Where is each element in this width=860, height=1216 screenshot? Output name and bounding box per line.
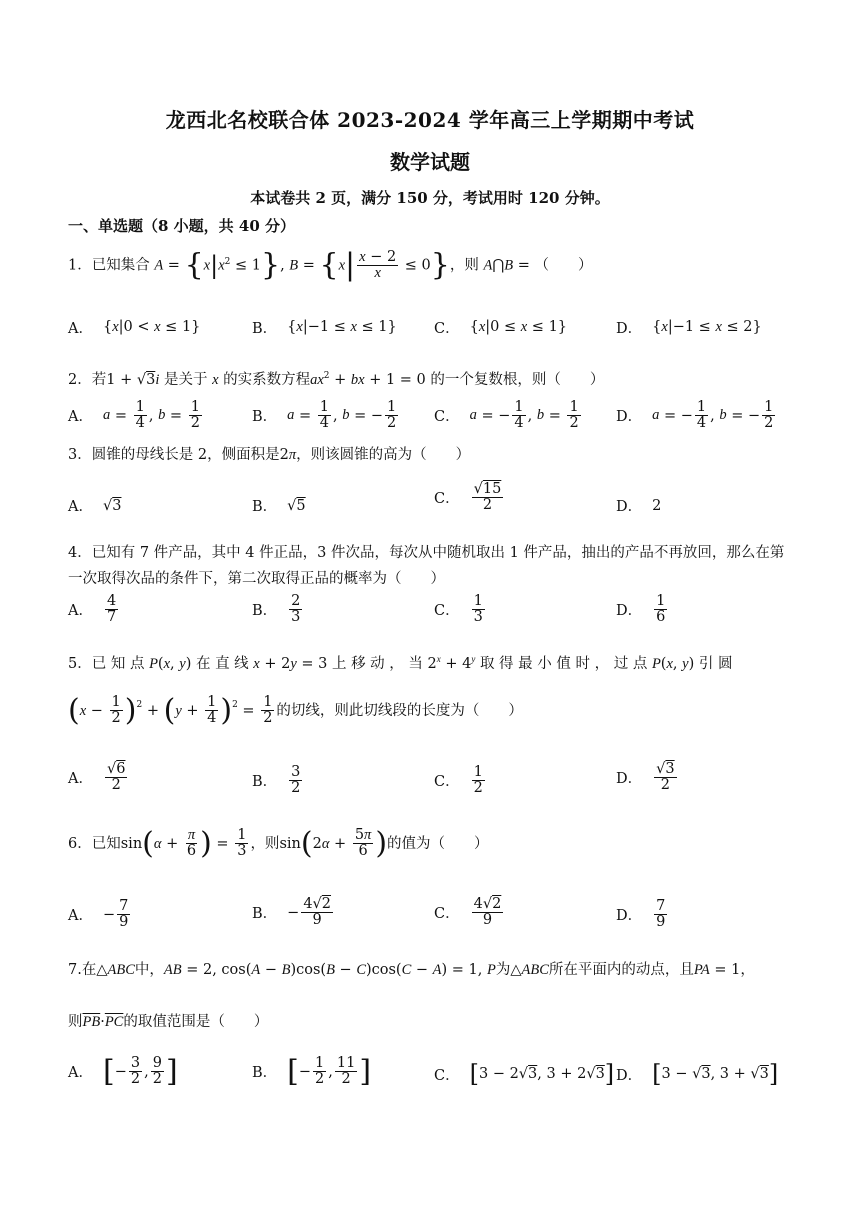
q6-option-c: C． $\frac{4√2}{9}$ — [434, 896, 502, 929]
section-title: 一、单选题（8 小题，共 40 分） — [68, 217, 295, 235]
q3-option-a: A． √3 — [68, 497, 122, 515]
q4-option-d: D． $\frac{1}{6}$ — [616, 593, 666, 626]
q7-option-d: D． [ 3 − √ 3 , 3 + √ 3 ] — [616, 1060, 779, 1088]
q5-option-a: A． $\frac{√6}{2}$ — [68, 761, 126, 794]
q3-option-c: C． $\frac{√15}{2}$ — [434, 481, 502, 514]
q3-option-d: D． 2 — [616, 497, 662, 515]
q2-option-b: B． a = $\frac{1}{4}$ , b = − $\frac{1}{2}$ — [252, 399, 397, 432]
q1-option-c: C． {x|0 ≤ x ≤ 1} — [434, 319, 568, 337]
question-7: 7.在△ABC中，AB = 2, cos(A − B)cos(B − C)cos(C − A) = 1, P为△ABC所在平面内的动点，且PA = 1， — [68, 962, 755, 978]
q6-option-b: B． − $\frac{4√2}{9}$ — [252, 896, 332, 929]
q6-option-d: D． $\frac{7}{9}$ — [616, 898, 666, 931]
q2-option-d: D． a = − $\frac{1}{4}$ , b = − $\frac{1}{2}$ — [616, 399, 774, 432]
question-6: 6． 已知 sin ( α + $\frac{\pi}{6}$ ) = $\frac{1}{3}$ ，则 sin ( 2 α + $\frac{5\pi}{6}$ ) 的值为 （ ） — [68, 825, 489, 861]
q1-option-a: A． {x|0 < x ≤ 1} — [68, 319, 201, 337]
exam-subtitle: 数学试题 — [390, 150, 470, 174]
q7-option-b: B． [ − $\frac{1}{2}$ , $\frac{11}{2}$ ] — [252, 1053, 372, 1089]
q2-option-a: A． a = $\frac{1}{4}$ , b = $\frac{1}{2}$ — [68, 399, 200, 432]
q4-option-b: B． $\frac{2}{3}$ — [252, 593, 301, 626]
q5-option-b: B． $\frac{3}{2}$ — [252, 764, 301, 797]
q6-option-a: A． − $\frac{7}{9}$ — [68, 898, 129, 931]
question-1: 1．已知集合 $A = \{x|x^2 \le 1\}$, B = {x| $\frac{x - 2}{x}$ ≤ 0}，则 A⋂B = （ ） — [68, 247, 593, 283]
q2-option-c: C． a = − $\frac{1}{4}$ , b = $\frac{1}{2}$ — [434, 399, 579, 432]
q1-option-d: D． {x|−1 ≤ x ≤ 2} — [616, 319, 762, 337]
q7-option-c: C． [ 3 − 2√ 3 , 3 + 2√ 3 ] — [434, 1060, 615, 1088]
q5-option-d: D． $\frac{√3}{2}$ — [616, 761, 675, 794]
question-5: 5．已 知 点 P(x, y) 在 直 线 x + 2y = 3 上 移 动 ， 当 $2^x + 4^y$ 取 得 最 小 值 时 ， 过 点 P(x, y) 引 圆 — [68, 654, 733, 672]
question-7-line2: 则$\overline{PB}\cdot\overline{PC}$的取值范围是（ ） — [68, 1014, 269, 1030]
question-3: 3．圆锥的母线长是 2，侧面积是2π，则该圆锥的高为（ ） — [68, 447, 471, 463]
question-4: 4．已知有 7 件产品，其中 4 件正品，3 件次品，每次从中随机取出 1 件产品，抽出的产品不再放回，那么在第一次取得次品的条件下，第二次取得正品的概率为（ ） — [68, 545, 785, 587]
q4-option-c: C． $\frac{1}{3}$ — [434, 593, 483, 626]
q4-option-a: A． $\frac{4}{7}$ — [68, 593, 117, 626]
question-5-line2: ( x − $\frac{1}{2}$ ) $^2$ + ( y + $\frac{1}{4}$ ) $^2$ = $\frac{1}{2}$ 的切线，则此切线段的长度为 （ ） — [68, 692, 523, 728]
q5-option-c: C． $\frac{1}{2}$ — [434, 764, 483, 797]
exam-info: 本试卷共 2 页，满分 150 分，考试用时 120 分钟。 — [250, 189, 610, 207]
q7-option-a: A． [ − $\frac{3}{2}$ , $\frac{9}{2}$ ] — [68, 1053, 178, 1089]
q1-option-b: B． {x|−1 ≤ x ≤ 1} — [252, 319, 397, 337]
q3-option-b: B． √5 — [252, 497, 306, 515]
exam-title: 龙西北名校联合体 2023-2024 学年高三上学期期中考试 — [165, 108, 695, 132]
question-2: 2．若1 + √3i 是关于 x 的实系数方程$ax^2$ + bx + 1 = 0 的一个复数根，则（ ） — [68, 371, 605, 388]
